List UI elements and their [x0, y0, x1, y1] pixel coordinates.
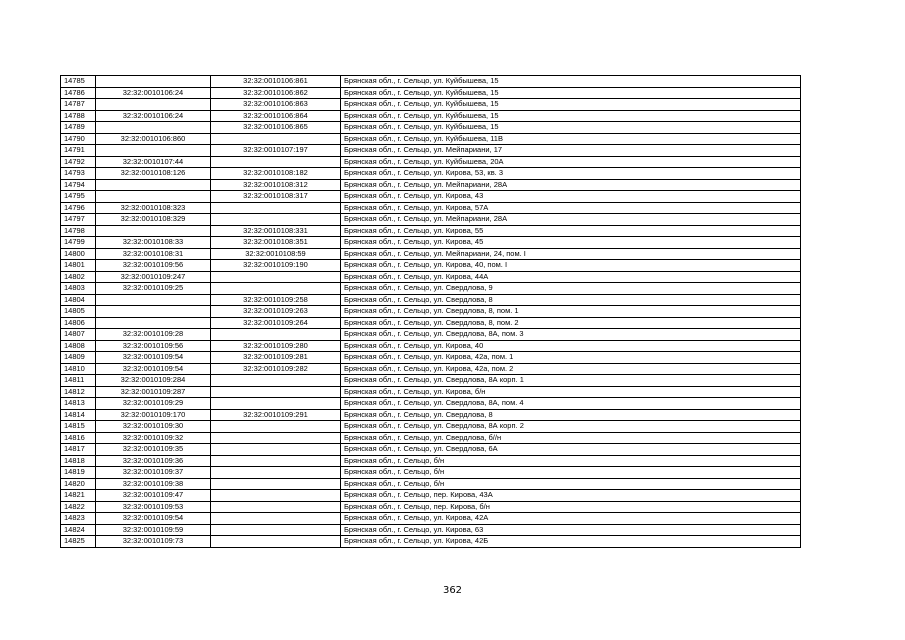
table-row [61, 271, 801, 283]
row-number-cell: 14797 [61, 214, 96, 226]
table-row [61, 133, 801, 145]
parcel-number-cell: 32:32:0010109:53 [96, 501, 211, 513]
parcel-number-cell: 32:32:0010109:28 [96, 329, 211, 341]
table-row [61, 260, 801, 272]
table-row [61, 398, 801, 410]
address-cell: Брянская обл., г. Сельцо, ул. Мейпариани, 24, пом. I [341, 248, 801, 260]
building-number-cell: 32:32:0010106:861 [211, 76, 341, 88]
building-number-cell [211, 398, 341, 410]
row-number-cell: 14792 [61, 156, 96, 168]
row-number-cell: 14794 [61, 179, 96, 191]
parcel-number-cell: 32:32:0010109:35 [96, 444, 211, 456]
table-row [61, 444, 801, 456]
building-number-cell: 32:32:0010108:331 [211, 225, 341, 237]
parcel-number-cell [96, 99, 211, 111]
building-number-cell: 32:32:0010108:317 [211, 191, 341, 203]
parcel-number-cell: 32:32:0010109:56 [96, 340, 211, 352]
table-row [61, 352, 801, 364]
row-number-cell: 14793 [61, 168, 96, 180]
parcel-number-cell: 32:32:0010109:36 [96, 455, 211, 467]
register-table-body [61, 76, 801, 548]
address-cell: Брянская обл., г. Сельцо, ул. Свердлова, 8, пом. 2 [341, 317, 801, 329]
building-number-cell: 32:32:0010106:865 [211, 122, 341, 134]
table-row [61, 156, 801, 168]
address-cell: Брянская обл., г. Сельцо, ул. Кирова, 53, кв. 3 [341, 168, 801, 180]
address-cell: Брянская обл., г. Сельцо, ул. Кирова, 42а, пом. 1 [341, 352, 801, 364]
row-number-cell: 14798 [61, 225, 96, 237]
address-cell: Брянская обл., г. Сельцо, ул. Мейпариани, 17 [341, 145, 801, 157]
building-number-cell: 32:32:0010109:264 [211, 317, 341, 329]
address-cell: Брянская обл., г. Сельцо, б/н [341, 478, 801, 490]
row-number-cell: 14810 [61, 363, 96, 375]
row-number-cell: 14799 [61, 237, 96, 249]
table-row [61, 283, 801, 295]
address-cell: Брянская обл., г. Сельцо, ул. Свердлова, 8А, пом. 4 [341, 398, 801, 410]
address-cell: Брянская обл., г. Сельцо, ул. Кирова, 44А [341, 271, 801, 283]
address-cell: Брянская обл., г. Сельцо, ул. Свердлова, 8, пом. 1 [341, 306, 801, 318]
table-row [61, 524, 801, 536]
parcel-number-cell: 32:32:0010109:56 [96, 260, 211, 272]
parcel-number-cell: 32:32:0010108:33 [96, 237, 211, 249]
row-number-cell: 14790 [61, 133, 96, 145]
parcel-number-cell: 32:32:0010108:323 [96, 202, 211, 214]
parcel-number-cell: 32:32:0010109:30 [96, 421, 211, 433]
building-number-cell [211, 444, 341, 456]
row-number-cell: 14822 [61, 501, 96, 513]
building-number-cell: 32:32:0010109:281 [211, 352, 341, 364]
row-number-cell: 14802 [61, 271, 96, 283]
building-number-cell [211, 156, 341, 168]
parcel-number-cell: 32:32:0010109:32 [96, 432, 211, 444]
parcel-number-cell: 32:32:0010106:860 [96, 133, 211, 145]
address-cell: Брянская обл., г. Сельцо, ул. Свердлова, 8А корп. 2 [341, 421, 801, 433]
address-cell: Брянская обл., г. Сельцо, ул. Свердлова, 8А, пом. 3 [341, 329, 801, 341]
address-cell: Брянская обл., г. Сельцо, ул. Кирова, 40 [341, 340, 801, 352]
row-number-cell: 14817 [61, 444, 96, 456]
address-cell: Брянская обл., г. Сельцо, б/н [341, 455, 801, 467]
table-row [61, 340, 801, 352]
building-number-cell: 32:32:0010107:197 [211, 145, 341, 157]
parcel-number-cell: 32:32:0010109:59 [96, 524, 211, 536]
address-cell: Брянская обл., г. Сельцо, ул. Кирова, 45 [341, 237, 801, 249]
table-row [61, 536, 801, 548]
row-number-cell: 14785 [61, 76, 96, 88]
row-number-cell: 14814 [61, 409, 96, 421]
row-number-cell: 14807 [61, 329, 96, 341]
parcel-number-cell: 32:32:0010109:37 [96, 467, 211, 479]
row-number-cell: 14812 [61, 386, 96, 398]
building-number-cell [211, 524, 341, 536]
building-number-cell: 32:32:0010108:182 [211, 168, 341, 180]
parcel-number-cell: 32:32:0010108:329 [96, 214, 211, 226]
address-cell: Брянская обл., г. Сельцо, ул. Кирова, 55 [341, 225, 801, 237]
row-number-cell: 14789 [61, 122, 96, 134]
table-row [61, 214, 801, 226]
table-row [61, 317, 801, 329]
parcel-number-cell: 32:32:0010109:29 [96, 398, 211, 410]
address-cell: Брянская обл., г. Сельцо, ул. Свердлова, б//н [341, 432, 801, 444]
table-row [61, 421, 801, 433]
building-number-cell [211, 501, 341, 513]
table-row [61, 455, 801, 467]
building-number-cell [211, 214, 341, 226]
parcel-number-cell [96, 191, 211, 203]
row-number-cell: 14824 [61, 524, 96, 536]
parcel-number-cell [96, 122, 211, 134]
address-cell: Брянская обл., г. Сельцо, ул. Кирова, 42Б [341, 536, 801, 548]
table-row [61, 513, 801, 525]
parcel-number-cell: 32:32:0010108:126 [96, 168, 211, 180]
row-number-cell: 14818 [61, 455, 96, 467]
address-cell: Брянская обл., г. Сельцо, ул. Куйбышева, 15 [341, 76, 801, 88]
parcel-number-cell: 32:32:0010106:24 [96, 110, 211, 122]
parcel-number-cell [96, 179, 211, 191]
row-number-cell: 14806 [61, 317, 96, 329]
parcel-number-cell: 32:32:0010109:287 [96, 386, 211, 398]
address-cell: Брянская обл., г. Сельцо, ул. Куйбышева, 15 [341, 99, 801, 111]
row-number-cell: 14805 [61, 306, 96, 318]
row-number-cell: 14825 [61, 536, 96, 548]
parcel-number-cell: 32:32:0010109:284 [96, 375, 211, 387]
parcel-number-cell: 32:32:0010108:31 [96, 248, 211, 260]
address-cell: Брянская обл., г. Сельцо, ул. Кирова, 63 [341, 524, 801, 536]
table-row [61, 168, 801, 180]
building-number-cell [211, 536, 341, 548]
building-number-cell [211, 283, 341, 295]
address-cell: Брянская обл., г. Сельцо, ул. Куйбышева, 11В [341, 133, 801, 145]
parcel-number-cell [96, 306, 211, 318]
building-number-cell: 32:32:0010109:258 [211, 294, 341, 306]
parcel-number-cell: 32:32:0010109:25 [96, 283, 211, 295]
table-row [61, 110, 801, 122]
table-row [61, 191, 801, 203]
building-number-cell [211, 432, 341, 444]
building-number-cell [211, 386, 341, 398]
building-number-cell [211, 513, 341, 525]
table-row [61, 225, 801, 237]
parcel-number-cell: 32:32:0010109:54 [96, 352, 211, 364]
building-number-cell [211, 467, 341, 479]
building-number-cell: 32:32:0010106:864 [211, 110, 341, 122]
table-row [61, 467, 801, 479]
table-row [61, 386, 801, 398]
address-cell: Брянская обл., г. Сельцо, ул. Свердлова, 8 [341, 294, 801, 306]
row-number-cell: 14786 [61, 87, 96, 99]
building-number-cell [211, 375, 341, 387]
table-row [61, 478, 801, 490]
row-number-cell: 14809 [61, 352, 96, 364]
row-number-cell: 14820 [61, 478, 96, 490]
table-row [61, 122, 801, 134]
table-row [61, 202, 801, 214]
address-cell: Брянская обл., г. Сельцо, пер. Кирова, б/н [341, 501, 801, 513]
building-number-cell [211, 478, 341, 490]
table-row [61, 294, 801, 306]
address-cell: Брянская обл., г. Сельцо, ул. Куйбышева, 15 [341, 122, 801, 134]
building-number-cell: 32:32:0010108:351 [211, 237, 341, 249]
building-number-cell [211, 202, 341, 214]
table-row [61, 237, 801, 249]
address-cell: Брянская обл., г. Сельцо, ул. Свердлова, 8А корп. 1 [341, 375, 801, 387]
building-number-cell: 32:32:0010108:59 [211, 248, 341, 260]
address-cell: Брянская обл., г. Сельцо, ул. Свердлова, 8 [341, 409, 801, 421]
building-number-cell [211, 455, 341, 467]
building-number-cell: 32:32:0010109:291 [211, 409, 341, 421]
address-cell: Брянская обл., г. Сельцо, ул. Куйбышева, 15 [341, 110, 801, 122]
building-number-cell: 32:32:0010109:280 [211, 340, 341, 352]
parcel-number-cell: 32:32:0010106:24 [96, 87, 211, 99]
address-cell: Брянская обл., г. Сельцо, ул. Куйбышева, 15 [341, 87, 801, 99]
table-row [61, 501, 801, 513]
table-row [61, 363, 801, 375]
row-number-cell: 14804 [61, 294, 96, 306]
table-row [61, 329, 801, 341]
parcel-number-cell [96, 317, 211, 329]
parcel-number-cell: 32:32:0010109:54 [96, 513, 211, 525]
parcel-number-cell [96, 225, 211, 237]
table-row [61, 375, 801, 387]
table-row [61, 248, 801, 260]
page-number: 362 [442, 585, 463, 596]
building-number-cell: 32:32:0010108:312 [211, 179, 341, 191]
row-number-cell: 14791 [61, 145, 96, 157]
row-number-cell: 14821 [61, 490, 96, 502]
parcel-number-cell: 32:32:0010109:54 [96, 363, 211, 375]
table-row [61, 306, 801, 318]
address-cell: Брянская обл., г. Сельцо, ул. Мейпариани, 28А [341, 179, 801, 191]
row-number-cell: 14787 [61, 99, 96, 111]
parcel-number-cell [96, 294, 211, 306]
building-number-cell [211, 329, 341, 341]
table-row [61, 409, 801, 421]
building-number-cell: 32:32:0010109:190 [211, 260, 341, 272]
row-number-cell: 14823 [61, 513, 96, 525]
address-cell: Брянская обл., г. Сельцо, ул. Кирова, 42а, пом. 2 [341, 363, 801, 375]
row-number-cell: 14800 [61, 248, 96, 260]
row-number-cell: 14815 [61, 421, 96, 433]
row-number-cell: 14803 [61, 283, 96, 295]
address-cell: Брянская обл., г. Сельцо, ул. Кирова, 40, пом. I [341, 260, 801, 272]
parcel-number-cell: 32:32:0010107:44 [96, 156, 211, 168]
parcel-number-cell [96, 145, 211, 157]
address-cell: Брянская обл., г. Сельцо, пер. Кирова, 43А [341, 490, 801, 502]
row-number-cell: 14795 [61, 191, 96, 203]
building-number-cell: 32:32:0010109:282 [211, 363, 341, 375]
row-number-cell: 14801 [61, 260, 96, 272]
address-cell: Брянская обл., г. Сельцо, б/н [341, 467, 801, 479]
parcel-number-cell [96, 76, 211, 88]
address-cell: Брянская обл., г. Сельцо, ул. Кирова, 57А [341, 202, 801, 214]
address-cell: Брянская обл., г. Сельцо, ул. Куйбышева, 20А [341, 156, 801, 168]
building-number-cell [211, 271, 341, 283]
parcel-number-cell: 32:32:0010109:247 [96, 271, 211, 283]
building-number-cell: 32:32:0010106:862 [211, 87, 341, 99]
row-number-cell: 14808 [61, 340, 96, 352]
table-row [61, 99, 801, 111]
row-number-cell: 14788 [61, 110, 96, 122]
table-row [61, 179, 801, 191]
table-row [61, 87, 801, 99]
parcel-number-cell: 32:32:0010109:38 [96, 478, 211, 490]
table-row [61, 76, 801, 88]
address-cell: Брянская обл., г. Сельцо, ул. Свердлова, 9 [341, 283, 801, 295]
building-number-cell [211, 490, 341, 502]
parcel-number-cell: 32:32:0010109:170 [96, 409, 211, 421]
building-number-cell [211, 133, 341, 145]
address-cell: Брянская обл., г. Сельцо, ул. Кирова, б/н [341, 386, 801, 398]
building-number-cell: 32:32:0010109:263 [211, 306, 341, 318]
address-cell: Брянская обл., г. Сельцо, ул. Мейпариани, 28А [341, 214, 801, 226]
row-number-cell: 14813 [61, 398, 96, 410]
row-number-cell: 14816 [61, 432, 96, 444]
parcel-number-cell: 32:32:0010109:47 [96, 490, 211, 502]
table-row [61, 432, 801, 444]
parcel-number-cell: 32:32:0010109:73 [96, 536, 211, 548]
building-number-cell [211, 421, 341, 433]
address-cell: Брянская обл., г. Сельцо, ул. Свердлова, 6А [341, 444, 801, 456]
register-table [60, 75, 801, 548]
row-number-cell: 14796 [61, 202, 96, 214]
address-cell: Брянская обл., г. Сельцо, ул. Кирова, 43 [341, 191, 801, 203]
table-row [61, 490, 801, 502]
row-number-cell: 14811 [61, 375, 96, 387]
building-number-cell: 32:32:0010106:863 [211, 99, 341, 111]
table-row [61, 145, 801, 157]
row-number-cell: 14819 [61, 467, 96, 479]
address-cell: Брянская обл., г. Сельцо, ул. Кирова, 42А [341, 513, 801, 525]
